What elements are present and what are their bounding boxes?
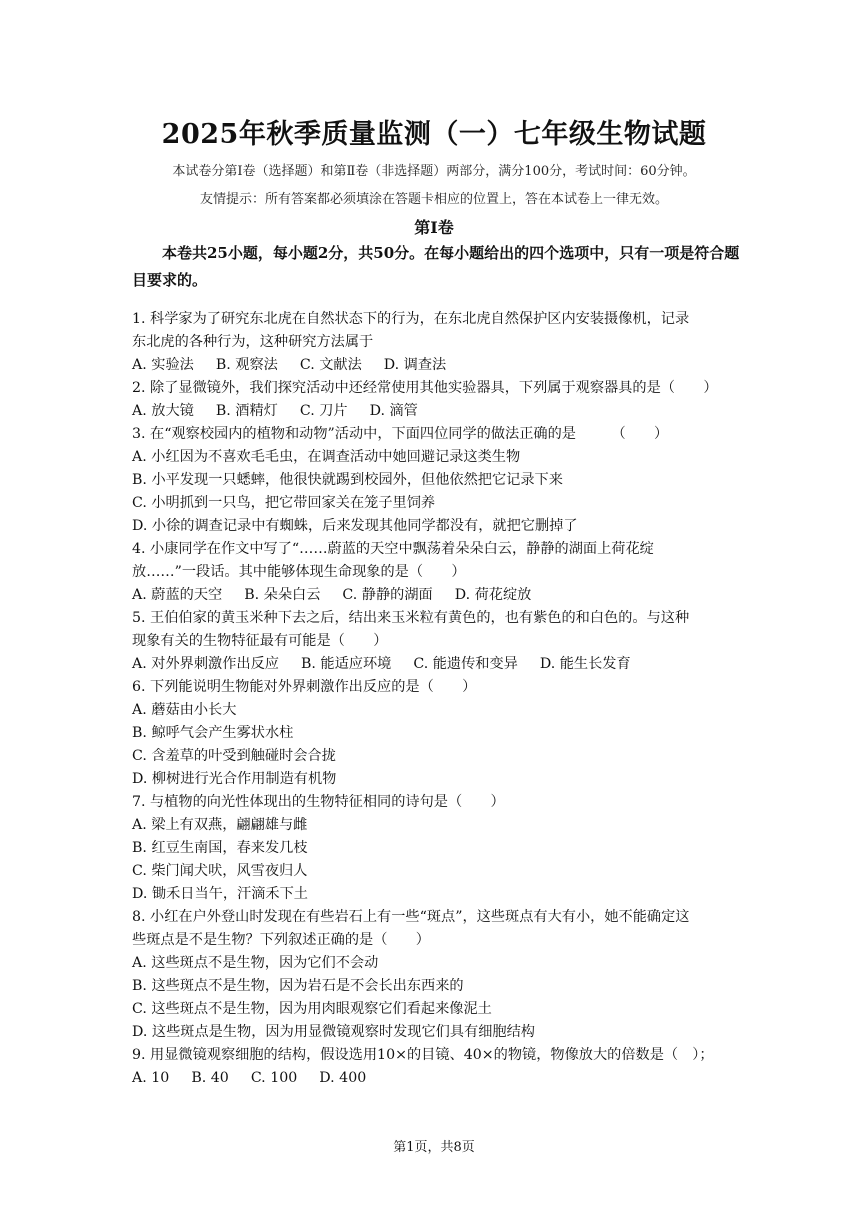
question-stem-line: 2. 除了显微镜外，我们探究活动中还经常使用其他实验器具，下列属于观察器具的是（ ） <box>132 380 718 396</box>
question-list <box>132 308 752 1090</box>
question-stem-line: 5. 王伯伯家的黄玉米种下去之后，结出来玉米粒有黄色的，也有紫色的和白色的。与这种 <box>132 610 690 626</box>
options-row <box>132 653 752 676</box>
answer-option: A. 10 <box>132 1070 170 1086</box>
answer-option: C. 文献法 <box>299 357 362 373</box>
answer-option: B. 鲸呼气会产生雾状水柱 <box>132 725 294 741</box>
options-row <box>132 400 752 423</box>
question-stem-line: 东北虎的各种行为，这种研究方法属于 <box>132 334 374 350</box>
answer-option: C. 100 <box>250 1070 298 1086</box>
question-item <box>132 538 752 607</box>
answer-option: D. 400 <box>319 1070 367 1086</box>
answer-option: C. 刀片 <box>299 403 348 419</box>
options-row <box>132 1067 752 1090</box>
answer-option: B. 观察法 <box>215 357 278 373</box>
question-stem-line: 8. 小红在户外登山时发现在有些岩石上有一些“斑点”，这些斑点有大有小，她不能确定这 <box>132 909 690 925</box>
question-stem-line: 4. 小康同学在作文中写了“……蔚蓝的天空中飘荡着朵朵白云，静静的湖面上荷花绽 <box>132 541 654 557</box>
answer-option: C. 小明抓到一只鸟，把它带回家关在笼子里饲养 <box>132 495 436 511</box>
answer-option: C. 含羞草的叶受到触碰时会合拢 <box>132 748 336 764</box>
answer-option: D. 荷花绽放 <box>454 587 532 603</box>
answer-option: B. 红豆生南国，春来发几枝 <box>132 840 308 856</box>
answer-option: B. 朵朵白云 <box>244 587 321 603</box>
question-item <box>132 906 752 1044</box>
exam-tip-note: 友情提示：所有答案都必须填涂在答题卡相应的位置上，答在本试卷上一律无效。 <box>199 192 668 207</box>
answer-option: B. 酒精灯 <box>215 403 278 419</box>
question-stem-line: 放……”一段话。其中能够体现生命现象的是（ ） <box>132 564 466 580</box>
answer-option: D. 这些斑点是生物，因为用显微镜观察时发现它们具有细胞结构 <box>132 1024 535 1040</box>
question-item <box>132 423 752 538</box>
question-stem-line: 些斑点是不是生物？下列叙述正确的是（ ） <box>132 932 430 948</box>
answer-option: A. 梁上有双燕，翩翩雄与雌 <box>132 817 308 833</box>
answer-option: B. 小平发现一只蟋蟀，他很快就踢到校园外，但他依然把它记录下来 <box>132 472 563 488</box>
answer-option: D. 调查法 <box>383 357 447 373</box>
question-stem-line: 1. 科学家为了研究东北虎在自然状态下的行为，在东北虎自然保护区内安装摄像机，记录 <box>132 311 690 327</box>
answer-option: D. 滴管 <box>369 403 418 419</box>
question-item <box>132 607 752 676</box>
answer-option: A. 放大镜 <box>132 403 194 419</box>
volume-heading: 第Ⅰ卷 <box>414 218 454 237</box>
answer-option: B. 这些斑点不是生物，因为岩石是不会长出东西来的 <box>132 978 464 994</box>
answer-option: A. 实验法 <box>132 357 194 373</box>
answer-option: D. 锄禾日当午，汗滴禾下土 <box>132 886 308 902</box>
exam-title: 2025年秋季质量监测（一）七年级生物试题 <box>161 119 707 150</box>
question-item <box>132 791 752 906</box>
exam-info-note: 本试卷分第Ⅰ卷（选择题）和第Ⅱ卷（非选择题）两部分，满分100分，考试时间：60分钟。 <box>172 164 696 179</box>
answer-option: A. 蘑菇由小长大 <box>132 702 237 718</box>
answer-option: D. 柳树进行光合作用制造有机物 <box>132 771 337 787</box>
question-stem-line: 9. 用显微镜观察细胞的结构，假设选用10×的目镜、40×的物镜，物像放大的倍数是（ ）； <box>132 1047 714 1063</box>
answer-option: C. 能遗传和变异 <box>413 656 518 672</box>
answer-option: D. 小徐的调查记录中有蜘蛛，后来发现其他同学都没有，就把它删掉了 <box>132 518 578 534</box>
options-row <box>132 584 752 607</box>
answer-option: A. 对外界刺激作出反应 <box>132 656 279 672</box>
options-row <box>132 354 752 377</box>
question-item <box>132 676 752 791</box>
answer-option: A. 蔚蓝的天空 <box>132 587 223 603</box>
section-instruction: 本卷共25小题，每小题2分，共50分。在每小题给出的四个选项中，只有一项是符合题目要求的。 <box>132 244 740 289</box>
question-item <box>132 1044 752 1090</box>
answer-option: C. 柴门闻犬吠，风雪夜归人 <box>132 863 308 879</box>
answer-option: B. 能适应环境 <box>300 656 392 672</box>
question-stem-line: 3. 在“观察校园内的植物和动物”活动中，下面四位同学的做法正确的是 （ ） <box>132 426 669 442</box>
answer-option: D. 能生长发育 <box>539 656 631 672</box>
page-footer: 第1页，共8页 <box>393 1140 475 1155</box>
question-stem-line: 7. 与植物的向光性体现出的生物特征相同的诗句是（ ） <box>132 794 505 810</box>
question-item <box>132 377 752 423</box>
question-stem-line: 现象有关的生物特征最有可能是（ ） <box>132 633 388 649</box>
answer-option: A. 小红因为不喜欢毛毛虫，在调查活动中她回避记录这类生物 <box>132 449 521 465</box>
answer-option: C. 静静的湖面 <box>342 587 433 603</box>
answer-option: B. 40 <box>191 1070 229 1086</box>
question-item <box>132 308 752 377</box>
answer-option: C. 这些斑点不是生物，因为用肉眼观察它们看起来像泥土 <box>132 1001 492 1017</box>
answer-option: A. 这些斑点不是生物，因为它们不会动 <box>132 955 379 971</box>
question-stem-line: 6. 下列能说明生物能对外界刺激作出反应的是（ ） <box>132 679 477 695</box>
